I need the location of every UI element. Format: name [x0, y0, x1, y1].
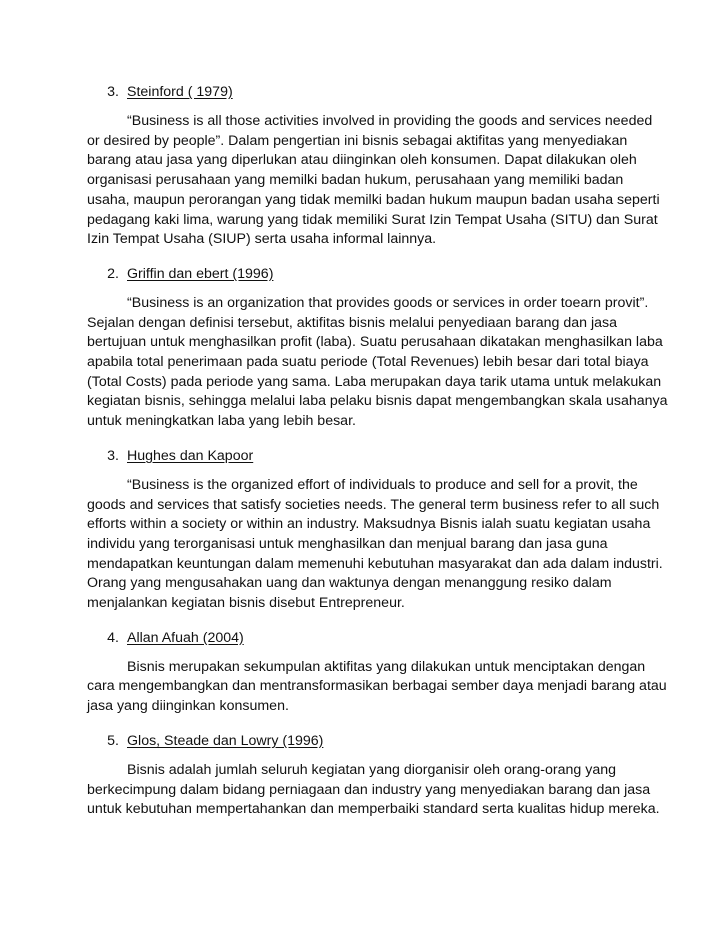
- definition-section: [87, 265, 668, 432]
- section-paragraph: Bisnis adalah jumlah seluruh kegiatan yang diorganisir oleh orang-orang yang berkecimpung dalam bidang perniagaan dan industry yang menyediakan barang dan jasa untuk kebutuhan mempertahankan dan memperbaiki standard serta kualitas hidup mereka.: [87, 761, 660, 818]
- definition-section: [87, 447, 668, 614]
- section-heading: [87, 265, 668, 284]
- section-paragraph: “Business is an organization that provides goods or services in order toearn provit”. Sejalan dengan definisi tersebut, aktifitas bisnis melalui penyediaan barang dan jasa bertujuan untuk menghasilkan profit (laba). Suatu perusahaan dikatakan menghasilkan laba apabila total penerimaan pada suatu periode (Total Revenues) lebih besar dari total biaya (Total Costs) pada periode yang sama. Laba merupakan daya tarik utama untuk melakukan kegiatan bisnis, sehingga melalui laba pelaku bisnis dapat mengembangkan skala usahanya untuk meningkatkan laba yang lebih besar.: [87, 294, 668, 430]
- list-number: 4.: [107, 629, 119, 646]
- section-title: Griffin dan ebert (1996): [127, 265, 274, 282]
- list-number: 2.: [107, 265, 119, 282]
- section-title: Hughes dan Kapoor: [127, 447, 254, 464]
- list-number: 3.: [107, 447, 119, 464]
- section-paragraph: “Business is all those activities involved in providing the goods and services needed or desired by people”. Dalam pengertian ini bisnis sebagai aktifitas yang menyediakan barang atau jasa yang diperlukan atau diinginkan oleh konsumen. Dapat dilakukan oleh organisasi perusahaan yang memilki badan hukum, perusahaan yang memiliki badan usaha, maupun perorangan yang tidak memilki badan hukum maupun badan usaha seperti pedagang kaki lima, warung yang tidak memiliki Surat Izin Tempat Usaha (SITU) dan Surat Izin Tempat Usaha (SIUP) serta usaha informal lainnya.: [87, 113, 660, 248]
- section-paragraph: “Business is the organized effort of individuals to produce and sell for a provit, the goods and services that satisfy societies needs. The general term business refer to all such efforts within a society or within an industry. Maksudnya Bisnis ialah suatu kegiatan usaha individu yang terorganisasi untuk menghasilkan dan menjual barang dan jasa guna mendapatkan keuntungan dalam memenuhi kebutuhan masyarakat dan ada dalam industri. Orang yang mengusahakan uang dan waktunya dengan menanggung resiko dalam menjalankan kegiatan bisnis disebut Entrepreneur.: [87, 476, 663, 612]
- section-heading: [87, 83, 668, 102]
- definition-section: [87, 732, 668, 820]
- section-heading: [87, 629, 668, 648]
- list-number: 5.: [107, 732, 119, 749]
- definition-section: [87, 83, 668, 250]
- section-heading: [87, 732, 668, 751]
- list-number: 3.: [107, 84, 119, 100]
- definition-section: [87, 629, 668, 717]
- section-heading: [87, 447, 668, 466]
- section-title: Glos, Steade dan Lowry (1996): [127, 732, 324, 749]
- section-title: Allan Afuah (2004): [127, 629, 244, 646]
- section-title: Steinford ( 1979): [127, 84, 233, 100]
- section-paragraph: Bisnis merupakan sekumpulan aktifitas yang dilakukan untuk menciptakan dengan cara mengembangkan dan mentransformasikan berbagai sember daya menjadi barang atau jasa yang diinginkan konsumen.: [87, 658, 667, 715]
